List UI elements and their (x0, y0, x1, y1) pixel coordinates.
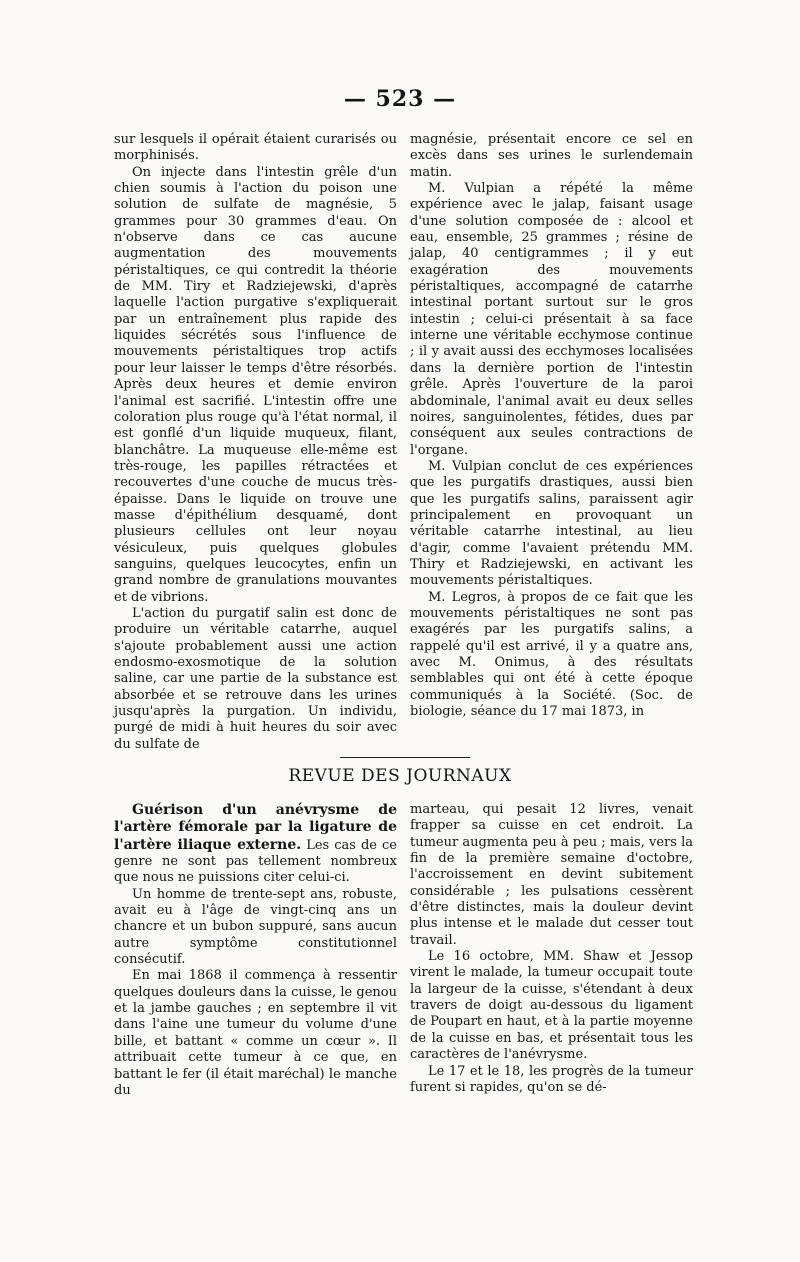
bottom-left-paragraph: En mai 1868 il commença à ressentir quelques douleurs dans la cuisse, le genou et la jambe gauches ; en septembre il vit dans l'aine une tumeur du volume d'une bille, et battant « comme un cœur ». Il attribuait cette tumeur à ce que, en battant le fer (il était maréchal) le manche du (114, 968, 397, 1098)
bottom-right-paragraph: Le 16 octobre, MM. Shaw et Jessop virent le malade, la tumeur occupait toute la largeur de la cuisse, s'étendant à deux travers de doigt au-dessous du ligament de Poupart en haut, et à la partie moyenne de la cuisse en bas, et présentait tous les caractères de l'anévrysme. (410, 949, 693, 1063)
top-right-paragraph: magnésie, présentait encore ce sel en excès dans ses urines le surlendemain matin. (410, 132, 693, 180)
top-left-paragraph: On injecte dans l'intestin grêle d'un chien soumis à l'action du poison une solution de sulfate de magnésie, 5 grammes pour 30 grammes d'eau. On n'observe dans ce cas aucune augmentation des mouvements péristaltiques, ce qui contredit la théorie de MM. Tiry et Radziejewski, d'après laquelle l'action purgative s'expliquerait par un entraînement plus rapide des liquides sécrétés sous l'influence de mouvements péristaltiques trop actifs pour leur laisser le temps d'être résorbés. Après deux heures et demie environ l'animal est sacrifié. L'intestin offre une coloration plus rouge qu'à l'état normal, il est gonflé d'un liquide muqueux, filant, blanchâtre. La muqueuse elle-même est très-rouge, les papilles rétractées et recouvertes d'une couche de mucus très-épaisse. Dans le liquide on trouve une masse d'épithélium desquamé, dont plusieurs cellules ont leur noyau vésiculeux, puis quelques globules sanguins, quelques leucocytes, enfin un grand nombre de granulations mouvantes et de vibrions. (114, 164, 397, 605)
column-top-right (410, 132, 693, 720)
column-bottom-left (114, 802, 397, 1099)
top-right-paragraph: M. Vulpian a répété la même expérience avec le jalap, faisant usage d'une solution composée de : alcool et eau, ensemble, 25 grammes ; résine de jalap, 40 centigrammes ; il y eut exagération des mouvements péristaltiques, accompagné de catarrhe intestinal portant surtout sur le gros intestin ; celui-ci présentait à sa face interne une véritable ecchymose continue ; il y avait aussi des ecchymoses localisées dans la dernière portion de l'intestin grêle. Après l'ouverture de la paroi abdominale, l'animal avait eu deux selles noires, sanguinolentes, fétides, dues par conséquent aux seules contractions de l'organe. (410, 181, 693, 458)
article-intro: Les cas de ce genre ne sont pas tellement nombreux que nous ne puissions citer celui-ci. (114, 837, 397, 886)
section-title: REVUE DES JOURNAUX (288, 766, 512, 786)
article-title: Guérison d'un anévrysme de l'artère fémorale par la ligature de l'artère iliaque externe. (114, 802, 397, 853)
page-number: — 523 — (343, 86, 457, 112)
top-left-paragraph: L'action du purgatif salin est donc de produire un véritable catarrhe, auquel s'ajoute probablement aussi une action endosmo-exosmotique de la solution saline, car une partie de la substance est absorbée et se retrouve dans les urines jusqu'après la purgation. Un individu, purgé de midi à huit heures du soir avec du sulfate de (114, 605, 397, 752)
top-right-paragraph: M. Vulpian conclut de ces expériences que les purgatifs drastiques, aussi bien que les purgatifs salins, paraissent agir principalement en provoquant un véritable catarrhe intestinal, au lieu d'agir, comme l'avaient prétendu MM. Thiry et Radziejewski, en activant les mouvements péristaltiques. (410, 458, 693, 589)
top-left-paragraph: sur lesquels il opérait étaient curarisés ou morphinisés. (114, 132, 397, 164)
top-right-paragraph: M. Legros, à propos de ce fait que les mouvements péristaltiques ne sont pas exagérés par les purgatifs salins, a rappelé qu'il est arrivé, il y a quatre ans, avec M. Onimus, à des résultats semblables qui ont été à cette époque communiqués à la Société. (Soc. de biologie, séance du 17 mai 1873, in (410, 589, 693, 720)
column-bottom-right (410, 802, 693, 1096)
bottom-right-paragraph: Le 17 et le 18, les progrès de la tumeur furent si rapides, qu'on se dé- (410, 1063, 693, 1095)
article-lead (114, 802, 397, 887)
column-top-left (114, 132, 397, 753)
bottom-right-paragraph: marteau, qui pesait 12 livres, venait frapper sa cuisse en cet endroit. La tumeur augmenta peu à peu ; mais, vers la fin de la première semaine d'octobre, l'accroissement en devint subitement considérable ; les pulsations cessèrent d'être distinctes, mais la douleur devint plus intense et le malade dut cesser tout travail. (410, 802, 693, 948)
bottom-left-paragraph: Un homme de trente-sept ans, robuste, avait eu à l'âge de vingt-cinq ans un chancre et un bubon suppuré, sans aucun autre symptôme constitutionnel consécutif. (114, 886, 397, 968)
section-divider (340, 757, 470, 758)
